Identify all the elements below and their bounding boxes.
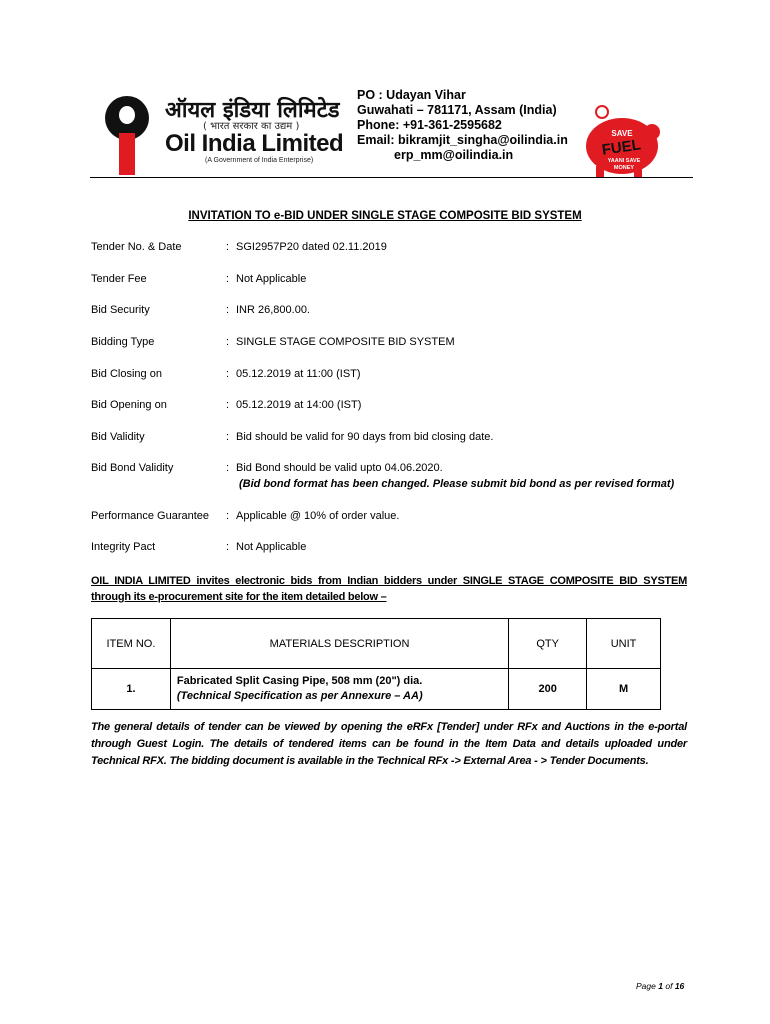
svg-text:YAANI SAVE: YAANI SAVE xyxy=(607,158,641,164)
field-label: Performance Guarantee xyxy=(91,510,210,522)
field-label: Bidding Type xyxy=(91,336,155,348)
address-line: Guwahati – 781171, Assam (India) xyxy=(357,103,557,117)
general-details-paragraph: The general details of tender can be viewed by opening the eRFx [Tender] under RFx and Auctions in the e-portal through Guest Login. The details of tendered items can be found in the Item Data and details uploaded under Technical RFX. The bidding document is available in the Technical RFx -> External Area - > Tender Documents. xyxy=(91,721,687,767)
page-total: 16 xyxy=(674,981,685,991)
email-link-secondary[interactable]: erp_mm@oilindia.in xyxy=(394,148,514,162)
field-colon: : xyxy=(226,273,230,285)
logo-english-subtitle: (A Government of India Enterprise) xyxy=(205,157,314,164)
field-value: Applicable @ 10% of order value. xyxy=(236,510,400,522)
address-line: Phone: +91-361-2595682 xyxy=(357,118,502,132)
table-header-row xyxy=(92,619,661,669)
field-label: Tender Fee xyxy=(91,273,147,285)
contact-address xyxy=(357,88,568,163)
field-label: Bid Closing on xyxy=(91,368,162,380)
table-row xyxy=(92,669,661,710)
field-colon: : xyxy=(226,368,230,380)
field-colon: : xyxy=(226,510,230,522)
intro-paragraph: OIL INDIA LIMITED invites electronic bids from Indian bidders under SINGLE STAGE COMPOSITE BID SYSTEM through its e-procurement site for the item detailed below – xyxy=(91,575,687,603)
field-label: Bid Security xyxy=(91,304,150,316)
field-value: SGI2957P20 dated 02.11.2019 xyxy=(236,241,387,253)
field-label: Tender No. & Date xyxy=(91,241,182,253)
of-word: of xyxy=(665,981,673,991)
field-colon: : xyxy=(226,431,230,443)
cell-unit: M xyxy=(587,669,661,710)
field-label: Bid Bond Validity xyxy=(91,462,174,474)
field-value: Bid Bond should be valid upto 04.06.2020. xyxy=(236,462,443,474)
cell-item-no: 1. xyxy=(92,669,171,710)
field-label: Integrity Pact xyxy=(91,541,156,553)
field-label: Bid Validity xyxy=(91,431,145,443)
field-value: 05.12.2019 at 11:00 (IST) xyxy=(236,368,361,380)
field-value: SINGLE STAGE COMPOSITE BID SYSTEM xyxy=(236,336,455,348)
cell-qty: 200 xyxy=(509,669,587,710)
svg-text:FUEL: FUEL xyxy=(600,136,642,159)
save-fuel-emblem-icon xyxy=(578,104,662,180)
item-description: Fabricated Split Casing Pipe, 508 mm (20") dia. xyxy=(176,675,423,687)
field-label: Bid Opening on xyxy=(91,399,167,411)
field-value: 05.12.2019 at 14:00 (IST) xyxy=(236,399,362,411)
page-word: Page xyxy=(636,981,656,991)
page-number: 1 xyxy=(658,981,663,991)
column-header-unit: UNIT xyxy=(587,619,661,669)
oil-india-logo-icon xyxy=(97,93,157,175)
cell-description xyxy=(170,669,508,710)
field-note: (Bid bond format has been changed. Please submit bid bond as per revised format) xyxy=(239,478,675,490)
field-value: Not Applicable xyxy=(236,273,307,285)
column-header-description: MATERIALS DESCRIPTION xyxy=(170,619,508,669)
field-value: Bid should be valid for 90 days from bid closing date. xyxy=(236,431,494,443)
field-colon: : xyxy=(226,462,230,474)
items-table xyxy=(91,618,661,710)
column-header-qty: QTY xyxy=(509,619,587,669)
address-line: PO : Udayan Vihar xyxy=(357,88,466,102)
field-colon: : xyxy=(226,304,230,316)
page-footer xyxy=(636,981,684,991)
logo-english-name: Oil India Limited xyxy=(165,130,344,157)
column-header-item-no: ITEM NO. xyxy=(92,619,171,669)
item-specification: (Technical Specification as per Annexure – AA) xyxy=(176,690,423,702)
field-colon: : xyxy=(226,241,230,253)
field-colon: : xyxy=(226,541,230,553)
svg-text:MONEY: MONEY xyxy=(613,165,635,171)
logo-hindi-name: ऑयल इंडिया लिमिटेड xyxy=(165,98,340,123)
field-colon: : xyxy=(226,336,230,348)
email-link[interactable]: Email: bikramjit_singha@oilindia.in xyxy=(357,133,568,147)
document-title: INVITATION TO e-BID UNDER SINGLE STAGE COMPOSITE BID SYSTEM xyxy=(188,210,582,222)
logo-hindi-subtitle: ( भारत सरकार का उद्यम ) xyxy=(203,121,300,132)
svg-text:SAVE: SAVE xyxy=(611,129,633,138)
field-value: INR 26,800.00. xyxy=(236,304,310,316)
header-divider xyxy=(90,177,693,178)
field-colon: : xyxy=(226,399,230,411)
field-value: Not Applicable xyxy=(236,541,307,553)
